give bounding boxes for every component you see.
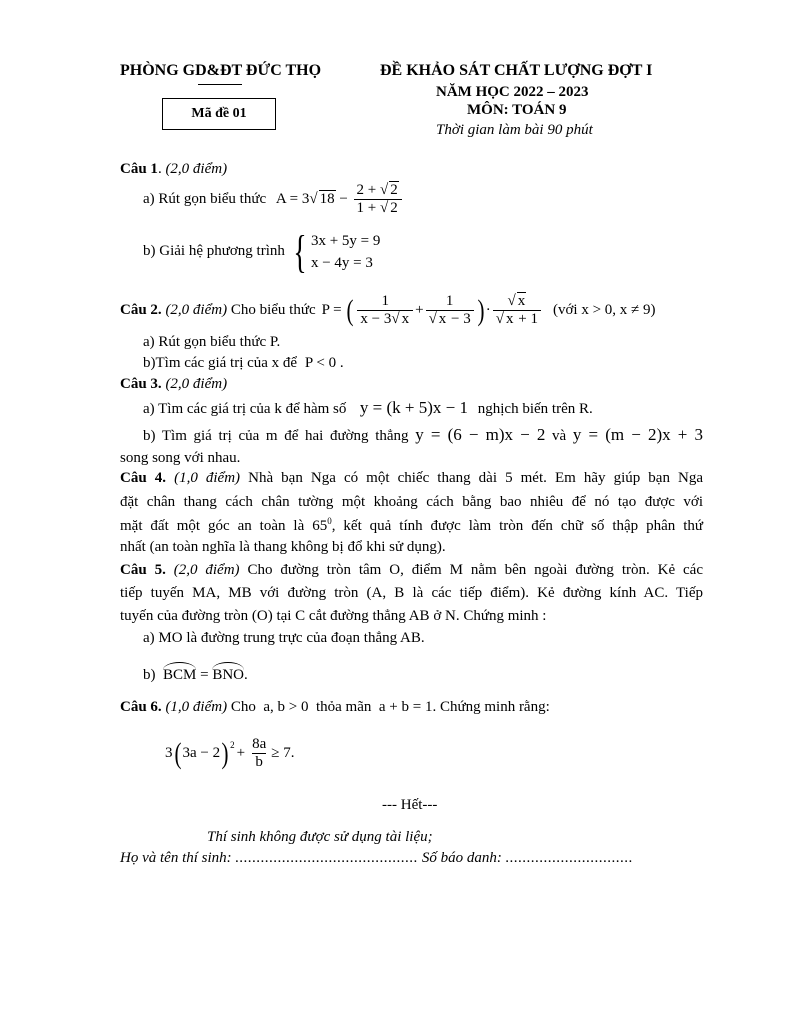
system-brace: { [293,226,307,277]
end-marker: --- Hết--- [382,797,438,813]
department-name: PHÒNG GD&ĐT ĐỨC THỌ [120,62,322,79]
subject: MÔN: TOÁN 9 [467,102,567,118]
q2-part-a: a) Rút gọn biểu thức P. [143,334,281,350]
q2-expression: P = ( $\frac{1}{x - 3√ x}$ + 1 √ x − 3 ) · √ x √ x + 1 [322,294,543,328]
q2-heading: Câu 2. (2,0 điểm) Cho biểu thức P = ( $\frac{1}{x - 3√ x}$ + 1 √ x − 3 ) · √ x √ x + 1 (với x > 0, x ≠ 9) [120,288,656,334]
q1-part-b: b) Giải hệ phương trình { 3x + 5y = 9 x − 4y = 3 [143,226,381,277]
q4-angle: $65^0$ [312,516,332,534]
q1-part-a: a) Rút gọn biểu thức A = 3√ 18 − $\frac{2 + √ 2}{1 + √ 2}$ [143,183,404,217]
q4-line-2: đặt chân thang cách chân tường một khoảng cách bằng bao nhiêu để nó tạo được với [120,494,703,510]
q5-line-3: tuyến của đường tròn (O) tại C cắt đường thẳng AB ở N. Chứng minh : [120,608,547,624]
q1-heading: Câu 1. (2,0 điểm) [120,161,228,177]
q2-part-b: b)Tìm các giá trị của x để P < 0 . [143,355,344,371]
q5-part-b: b) BCM = BNO. [143,667,248,683]
exam-title: ĐỀ KHẢO SÁT CHẤT LƯỢNG ĐỢT I [380,62,653,79]
q4-line-3: mặt đất một góc an toàn là $65^0$, kết quả tính được làm tròn đến chữ số thập phân thứ [120,516,704,534]
q1-expression-a: A = 3√ 18 − $\frac{2 + √ 2}{1 + √ 2}$ [276,191,404,207]
arc-bno: BNO [212,667,244,683]
q5-line-2: tiếp tuyến MA, MB với đường tròn (A, B là các tiếp điểm). Kẻ đường kính AC. Tiếp [120,585,703,601]
exam-code-box [162,98,276,130]
time-limit: Thời gian làm bài 90 phút [436,122,593,138]
q6-heading: Câu 6. (1,0 điểm) Cho a, b > 0 thỏa mãn a + b = 1. Chứng minh rằng: [120,699,550,715]
sbd-field-dots: .............................. [505,850,634,866]
exam-code: Mã đề 01 [191,106,247,121]
q1-system: 3x + 5y = 9 x − 4y = 3 [310,232,381,271]
q3-part-b: b) Tìm giá trị của m để hai đường thẳng y = (6 − m)x − 2 và y = (m − 2)x + 3 [143,425,704,444]
q3-part-b-end: song song với nhau. [120,450,241,466]
q5-part-a: a) MO là đường trung trực của đoạn thẳng AB. [143,630,425,646]
q3-part-a: a) Tìm các giá trị của k để hàm số y = (k + 5)x − 1 nghịch biến trên R. [143,398,593,417]
q4-line-4: nhất (an toàn nghĩa là thang không bị đổ khi sử dụng). [120,539,446,555]
arc-bcm: BCM [163,667,197,683]
q3-heading: Câu 3. (2,0 điểm) [120,376,228,392]
candidate-info-line: Họ và tên thí sinh: ........................................... Số báo danh: .............................. [120,850,634,866]
q5-line-1: Câu 5. (2,0 điểm) Cho đường tròn tâm O, điểm M nằm bên ngoài đường tròn. Kẻ các [120,562,703,578]
header-underline [198,84,242,85]
q2-condition: (với x > 0, x ≠ 9) [552,302,656,319]
q4-line-1: Câu 4. (1,0 điểm) Nhà bạn Nga có một chiếc thang dài 5 mét. Em hãy giúp bạn Nga [120,470,704,486]
q6-inequality: 3 ( 3a − 2 ) $^2$ + $\frac{8a}{b}$ ≥ 7. [165,736,295,770]
school-year: NĂM HỌC 2022 – 2023 [436,84,589,100]
name-field-dots: ........................................... [235,850,419,866]
candidate-note: Thí sinh không được sử dụng tài liệu; [207,829,433,845]
